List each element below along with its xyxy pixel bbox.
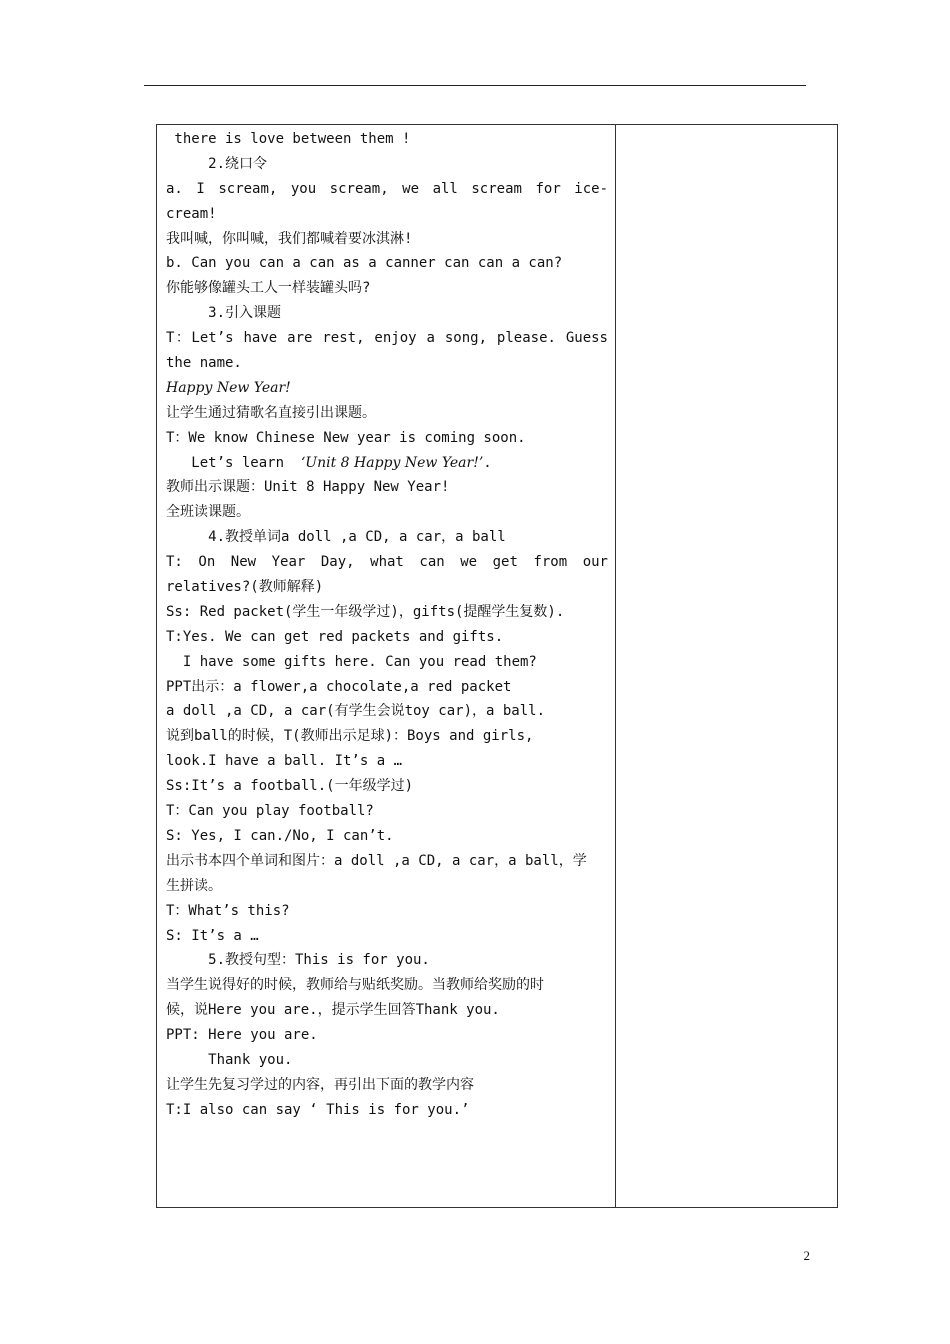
section-heading-teach-words: 4.教授单词a doll ,a CD, a car，a ball (166, 529, 506, 546)
text-line: Ss: Red packet(学生一年级学过)，gifts(提醒学生复数). (166, 603, 565, 620)
text-line: there is love between them ! (166, 131, 411, 147)
text-line: 候，说Here you are.，提示学生回答Thank you. (166, 1002, 500, 1019)
text-fragment: . (483, 454, 492, 471)
text-line: 说到ball的时候，T(教师出示足球)：Boys and girls, (166, 728, 534, 745)
page-number: 2 (803, 1248, 810, 1263)
text-line: b. Can you can a can as a canner can can a can? (166, 255, 563, 272)
text-line: T: On New Year Day, what can we get from our (166, 554, 608, 571)
text-line: 教师出示课题：Unit 8 Happy New Year! (166, 479, 450, 496)
text-line: Ss:It’s a football.(一年级学过) (166, 778, 414, 795)
text-line: T:I also can say ‘ This is for you.’ (166, 1101, 470, 1118)
text-line: S: It’s a … (166, 927, 259, 944)
text-line: 让学生通过猜歌名直接引出课题。 (166, 404, 376, 421)
text-line: relatives?(教师解释) (166, 579, 324, 596)
text-line: cream! (166, 205, 217, 222)
header-rule (144, 85, 806, 86)
text-line: 全班读课题。 (166, 504, 250, 521)
text-line: the name. (166, 355, 242, 372)
text-line: look.I have a ball. It’s a … (166, 753, 403, 770)
text-line: T：Let’s have are rest, enjoy a song, please. Guess (166, 330, 608, 347)
text-line: 生拼读。 (166, 877, 222, 894)
text-line: 我叫喊，你叫喊，我们都喊着要冰淇淋! (166, 230, 413, 247)
section-heading-introduce-topic: 3.引入课题 (166, 305, 282, 322)
notes-cell (616, 125, 837, 1207)
text-line: a doll ,a CD, a car(有学生会说toy car)，a ball. (166, 703, 546, 720)
text-fragment: Let’s learn (166, 454, 301, 471)
text-line: T：Can you play football? (166, 803, 374, 820)
text-line (166, 451, 608, 476)
unit-title: ‘Unit 8 Happy New Year!’ (300, 454, 484, 471)
section-heading-teach-sentence: 5.教授句型：This is for you. (166, 952, 430, 969)
text-line: PPT出示：a flower,a chocolate,a red packet (166, 678, 512, 695)
lesson-plan-table (156, 124, 838, 1208)
text-line: PPT: Here you are. (166, 1027, 318, 1044)
text-line: 当学生说得好的时候，教师给与贴纸奖励。当教师给奖励的时 (166, 977, 544, 994)
song-title: Happy New Year! (166, 379, 291, 396)
text-line: 出示书本四个单词和图片：a doll ,a CD, a car，a ball，学 (166, 852, 587, 869)
teaching-process-cell (166, 127, 608, 1201)
text-line: 让学生先复习学过的内容，再引出下面的教学内容 (166, 1076, 474, 1093)
text-line: S: Yes, I can./No, I can’t. (166, 827, 394, 844)
text-line: 你能够像罐头工人一样装罐头吗? (166, 280, 371, 297)
text-line: T:Yes. We can get red packets and gifts. (166, 628, 504, 645)
text-line: T：What’s this? (166, 902, 290, 919)
text-line: T：We know Chinese New year is coming soon. (166, 429, 526, 446)
text-line: a. I scream, you scream, we all scream for ice- (166, 180, 608, 197)
text-line: Thank you. (166, 1051, 293, 1068)
section-heading-tongue-twister: 2.绕口令 (166, 155, 268, 172)
text-line: I have some gifts here. Can you read them? (166, 653, 537, 670)
